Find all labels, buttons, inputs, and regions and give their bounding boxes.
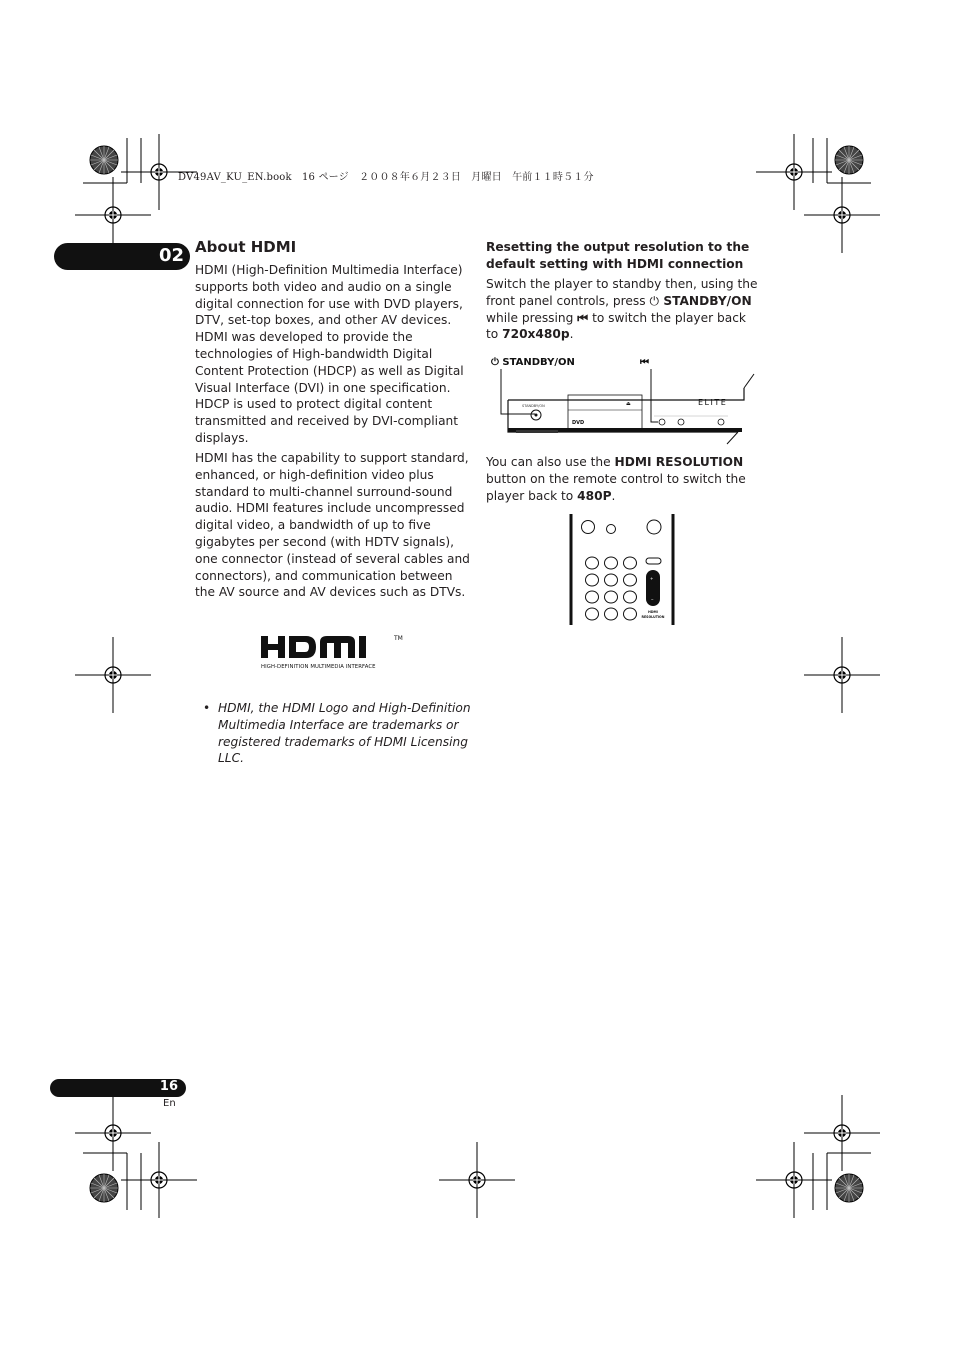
- resolution-480p: 480P: [577, 488, 612, 503]
- language-code: En: [163, 1098, 176, 1109]
- trademark-note: [203, 700, 473, 767]
- page-number: 16: [159, 1079, 178, 1094]
- panel-standby-text: STANDBY/ON: [522, 404, 545, 408]
- previous-track-icon: ⏮: [577, 310, 589, 325]
- hdmi-logo-graphic: [258, 632, 408, 672]
- remote-control-figure: [566, 512, 681, 632]
- svg-text:+: +: [650, 576, 654, 581]
- hdmi-resolution-label: HDMI RESOLUTION: [614, 455, 744, 469]
- figure-label-standby: ⏻ STANDBY/ON: [491, 357, 575, 368]
- crop-mark-bottom-right: [756, 1095, 880, 1218]
- hdmi-tm: TM: [394, 635, 403, 642]
- crop-mark-top-left: [75, 134, 197, 253]
- power-icon: ⏻: [649, 293, 660, 308]
- print-header: DV49AV_KU_EN.book 16 ページ ２００８年６月２３日 月曜日 午前１１時５１分: [178, 172, 594, 183]
- crop-mark-bottom-center: [439, 1142, 515, 1218]
- trademark-note-item: • HDMI, the HDMI Logo and High-Definition Multimedia Interface are trademarks or registered trademarks of HDMI Licensing LLC.: [203, 700, 473, 767]
- dvd-logo: DVD: [572, 420, 585, 426]
- hdmi-logo: [258, 632, 408, 676]
- svg-text:–: –: [651, 597, 654, 603]
- resolution-720x480p: 720x480p: [502, 327, 570, 342]
- hdmi-tagline: HIGH-DEFINITION MULTIMEDIA INTERFACE: [261, 664, 376, 670]
- crop-mark-top-right: [756, 134, 880, 253]
- chapter-tab: [54, 243, 190, 270]
- paragraph-hdmi-capability: HDMI has the capability to support standard, enhanced, or high-definition video plus standard to multi-channel surround-sound audio. HDMI features include uncompressed digital video, a bandwidth of up to five gigabytes per second (with HDTV signals), one connector (instead of several cables and connectors), and communication between the AV source and AV devices such as DTVs.: [195, 451, 470, 600]
- subsection-title: Resetting the output resolution to the default setting with HDMI connection: [486, 240, 750, 271]
- paragraph-reset-remote: You can also use the HDMI RESOLUTION button on the remote control to switch the player back to 480P.: [486, 455, 746, 503]
- remote-label-resolution: RESOLUTION: [641, 615, 665, 619]
- paragraph-hdmi-intro: HDMI (High-Definition Multimedia Interface) supports both video and audio on a single digital connection for use with DVD players, DTV, set-top boxes, and other AV devices. HDMI was developed to provide the technologies of High-bandwidth Digital Content Protection (HDCP) as well as Digital Visual Interface (DVI) in one specification. HDCP is used to protect digital content transmitted and received by DVI-compliant displays.: [195, 263, 464, 445]
- elite-brand: ELITE: [698, 398, 728, 407]
- crop-mark-mid-left: [75, 637, 151, 713]
- svg-text:⏏: ⏏: [626, 401, 631, 407]
- standby-on-label: STANDBY/ON: [659, 293, 752, 308]
- figure-label-previous: ⏮: [640, 357, 649, 368]
- crop-mark-mid-right: [804, 637, 880, 713]
- page-number-tab: [50, 1079, 186, 1097]
- paragraph-reset-front-panel: Switch the player to standby then, using the front panel controls, press ⏻ STANDBY/ON while pressing ⏮ to switch the player back to 720x480p.: [486, 277, 758, 342]
- remote-label-hdmi: HDMI: [648, 610, 658, 614]
- crop-mark-bottom-left: [75, 1095, 197, 1218]
- player-front-panel-figure: [486, 352, 761, 451]
- chapter-number: 02: [158, 245, 184, 266]
- section-title: About HDMI: [195, 238, 297, 256]
